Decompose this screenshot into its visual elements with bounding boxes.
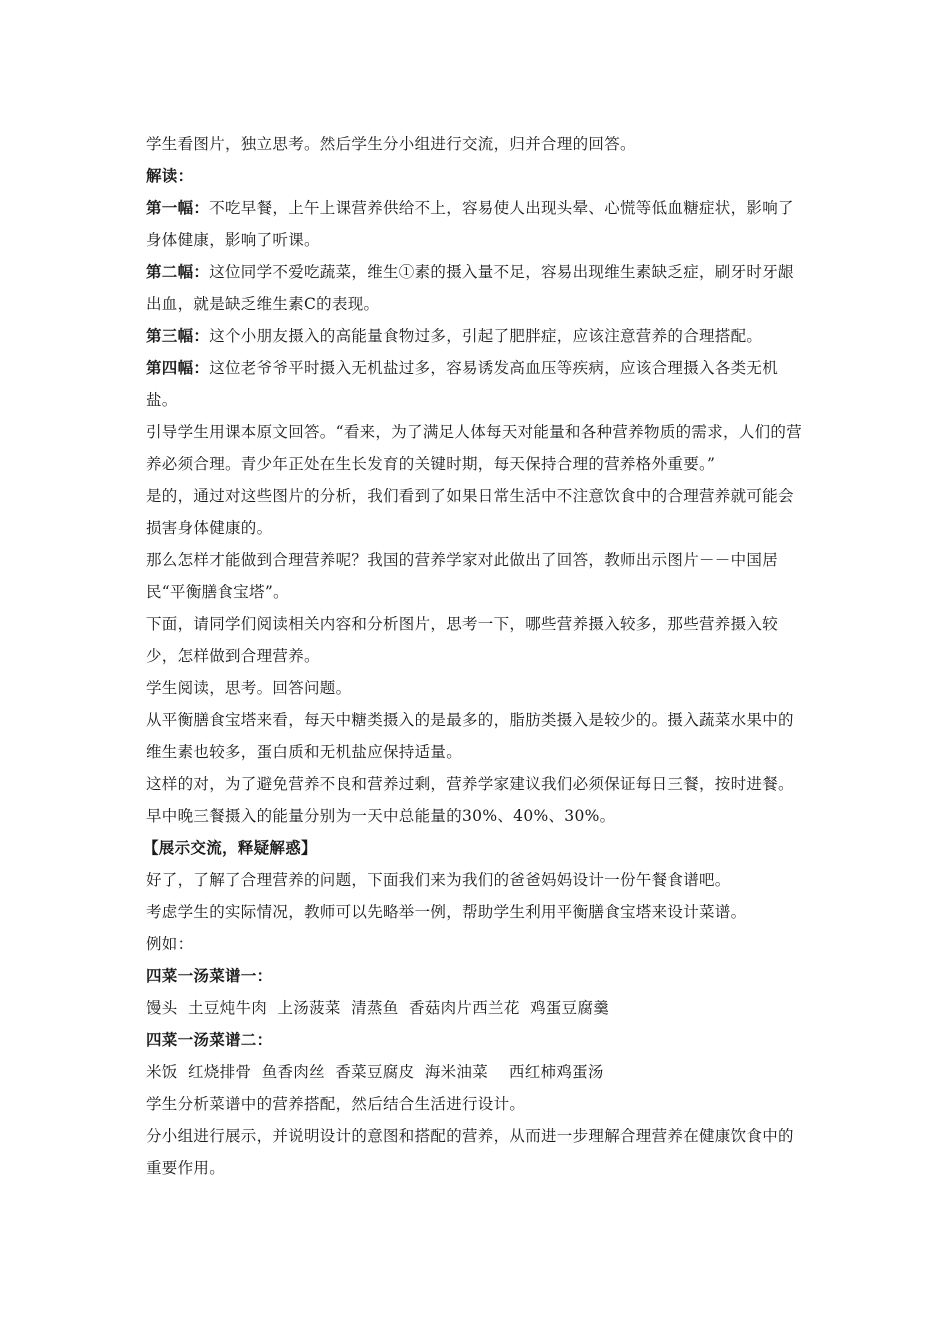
menu-1-title: 四菜一汤菜谱一： <box>146 966 273 985</box>
paragraph-good: 好了，了解了合理营养的问题，下面我们来为我们的爸爸妈妈设计一份午餐食谱吧。 <box>146 871 731 889</box>
figure-3-label: 第三幅： <box>146 326 210 345</box>
paragraph-guide: 引导学生用课本原文回答。“看来，为了满足人体每天对能量和各种营养物质的需求，人们的营养必须合理。青少年正处在生长发育的关键时期，每天保持合理的营养格外重要。” <box>146 423 803 473</box>
menu-1-items: 馒头 土豆炖牛肉 上汤菠菜 清蒸鱼 香菇肉片西兰花 鸡蛋豆腐羹 <box>146 999 610 1017</box>
menu-2-items: 米饭 红烧排骨 鱼香肉丝 香菜豆腐皮 海米油菜 西红柿鸡蛋汤 <box>146 1063 604 1081</box>
paragraph-how: 那么怎样才能做到合理营养呢？我国的营养学家对此做出了回答，教师出示图片－－中国居民“平衡膳食宝塔”。 <box>146 551 779 601</box>
figure-1-text: 不吃早餐，上午上课营养供给不上，容易使人出现头晕、心慌等低血糖症状，影响了身体健康，影响了听课。 <box>146 199 794 249</box>
paragraph-so: 这样的对，为了避免营养不良和营养过剩，营养学家建议我们必须保证每日三餐，按时进餐。早中晚三餐摄入的能量分别为一天中总能量的30%、40%、30%。 <box>146 775 794 825</box>
paragraph-figure-4 <box>146 352 806 416</box>
heading-show-exchange: 【展示交流，释疑解惑】 <box>143 838 317 857</box>
paragraph-figure-3 <box>146 320 806 352</box>
figure-4-label: 第四幅： <box>146 358 210 377</box>
figure-2-text: 这位同学不爱吃蔬菜，维生①素的摄入量不足，容易出现维生素缺乏症，刷牙时牙龈出血，就是缺乏维生素C的表现。 <box>146 263 794 313</box>
menu-2-title: 四菜一汤菜谱二： <box>146 1030 273 1049</box>
paragraph-yes: 是的，通过对这些图片的分析，我们看到了如果日常生活中不注意饮食中的合理营养就可能会损害身体健康的。 <box>146 487 794 537</box>
paragraph-read: 学生阅读，思考。回答问题。 <box>146 679 352 697</box>
paragraph-example: 例如： <box>146 935 194 953</box>
paragraph-intro: 学生看图片，独立思考。然后学生分小组进行交流，归并合理的回答。 <box>146 135 636 153</box>
paragraph-consider: 考虑学生的实际情况，教师可以先略举一例，帮助学生利用平衡膳食宝塔来设计菜谱。 <box>146 903 747 921</box>
figure-4-text: 这位老爷爷平时摄入无机盐过多，容易诱发高血压等疾病，应该合理摄入各类无机盐。 <box>146 359 779 409</box>
figure-1-label: 第一幅： <box>146 198 210 217</box>
document-body <box>143 128 806 1184</box>
paragraph-analyze: 学生分析菜谱中的营养搭配，然后结合生活进行设计。 <box>146 1095 526 1113</box>
paragraph-tower: 从平衡膳食宝塔来看，每天中糖类摄入的是最多的，脂肪类摄入是较少的。摄入蔬菜水果中的维生素也较多，蛋白质和无机盐应保持适量。 <box>146 711 794 761</box>
figure-2-label: 第二幅： <box>146 262 210 281</box>
paragraph-below: 下面，请同学们阅读相关内容和分析图片，思考一下，哪些营养摄入较多，那些营养摄入较少，怎样做到合理营养。 <box>146 615 779 665</box>
paragraph-figure-2 <box>146 256 806 320</box>
paragraph-figure-1 <box>146 192 806 256</box>
paragraph-group: 分小组进行展示，并说明设计的意图和搭配的营养，从而进一步理解合理营养在健康饮食中的重要作用。 <box>146 1127 794 1177</box>
heading-jiedu: 解读： <box>146 166 194 185</box>
figure-3-text: 这个小朋友摄入的高能量食物过多，引起了肥胖症，应该注意营养的合理搭配。 <box>209 327 763 345</box>
